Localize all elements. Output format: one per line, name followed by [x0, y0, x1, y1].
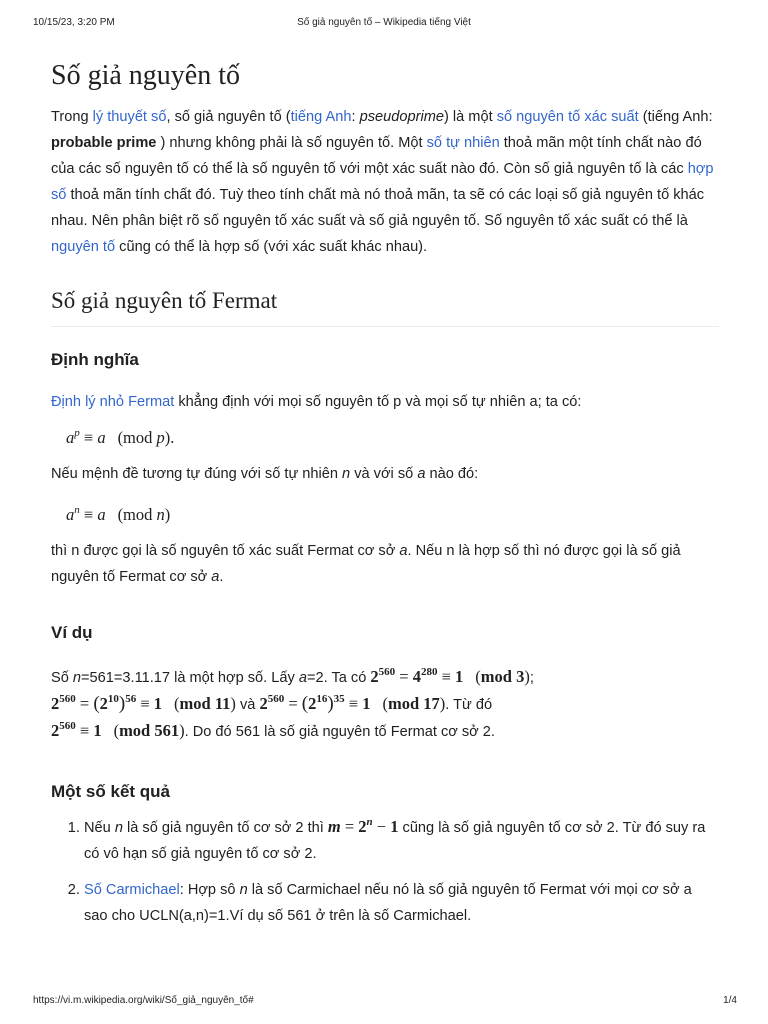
print-url: https://vi.m.wikipedia.org/wiki/Số_giả_nguyên_tố# [33, 995, 254, 1006]
link-prime[interactable]: nguyên tố [51, 239, 116, 255]
subsection-heading-example: Ví dụ [51, 623, 93, 642]
formula-mersenne: $m = 2^n - 1$ [327, 816, 399, 836]
link-probable-prime[interactable]: số nguyên tố xác suất [496, 109, 639, 125]
subsection-heading-definition: Định nghĩa [51, 350, 139, 369]
formula-n-condition: $a^n \equiv a$ (mod n) [66, 504, 171, 524]
link-composite-number[interactable]: hợp số [51, 161, 714, 203]
formula-fermat-little: $a^p \equiv a$ (mod p). [66, 427, 175, 447]
definition-paragraph-1: Định lý nhỏ Fermat khẳng định với mọi số nguyên tố p và mọi số tự nhiên a; ta có: [51, 394, 582, 410]
probable-prime-term: probable prime [51, 135, 157, 151]
link-english[interactable]: tiếng Anh [290, 109, 352, 125]
pseudoprime-term: pseudoprime [359, 109, 444, 125]
link-carmichael-number[interactable]: Số Carmichael [84, 882, 180, 898]
print-datetime: 10/15/23, 3:20 PM [33, 17, 115, 28]
print-page-title: Số giả nguyên tố – Wikipedia tiếng Việt [297, 17, 471, 28]
formula-mod-17: $2^{560} = (2^{16})^{35} \equiv 1$ (mod 17) [259, 693, 446, 714]
link-natural-number[interactable]: số tự nhiên [426, 135, 500, 151]
list-item: 2. Số Carmichael: Hợp sô n là số Carmichael nếu nó là số giả nguyên tố Fermat với mọi cơ sở a sao cho UCLN(a,n)=1.Ví dụ số 561 ở trên là số Carmichael. [84, 877, 719, 929]
article-title: Số giả nguyên tố [51, 60, 240, 91]
link-number-theory[interactable]: lý thuyết số [92, 109, 167, 125]
print-page-number: 1/4 [723, 995, 737, 1006]
print-footer [0, 995, 768, 1009]
article-content [51, 58, 719, 929]
results-list [51, 814, 719, 929]
section-heading-fermat: Số giả nguyên tố Fermat [51, 286, 719, 327]
definition-paragraph-3: thì n được gọi là số nguyên tố xác suất Fermat cơ sở a. Nếu n là hợp số thì nó được gọi là số giả nguyên tố Fermat cơ sở a. [51, 543, 681, 585]
link-fermat-little-theorem[interactable]: Định lý nhỏ Fermat [51, 394, 175, 410]
subsection-heading-results: Một số kết quả [51, 782, 171, 801]
intro-paragraph: Trong lý thuyết số, số giả nguyên tố (tiếng Anh: pseudoprime) là một số nguyên tố xác suất (tiếng Anh: probable prime ) nhưng không phải là số nguyên tố. Một số tự nhiên thoả mãn một tính chất nào đó của các số nguyên tố có thể là số nguyên tố với một xác suất nào đó. Còn số giả nguyên tố là các hợp số thoả mãn tính chất đó. Tuỳ theo tính chất mà nó thoả mãn, ta sẽ có các loại số giả nguyên tố khác nhau. Nên phân biệt rõ số nguyên tố xác suất và số giả nguyên tố. Số nguyên tố xác suất có thể là nguyên tố cũng có thể là hợp số (với xác suất khác nhau). [51, 109, 714, 255]
example-paragraph: Số n=561=3.11.17 là một hợp số. Lấy a=2. Ta có $2^{560} = 4^{280} \equiv 1$ (mod 3); $2^{560} = (2^{10})^{56} \equiv 1$ (mod 11) và $2^{560} = (2^{16})^{35} \equiv 1$ (mod 17). Từ đó $2^{560} \equiv 1$ (mod 561). Do đó 561 là số giả nguyên tố Fermat cơ sở 2. [51, 666, 534, 740]
formula-mod-3: $2^{560} = 4^{280} \equiv 1$ (mod 3) [370, 666, 530, 686]
list-item: 1. Nếu n là số giả nguyên tố cơ sở 2 thì $m = 2^n - 1$ cũng là số giả nguyên tố cơ sở 2. Từ đó suy ra có vô hạn số giả nguyên tố cơ sở 2. [84, 814, 719, 867]
formula-mod-11: $2^{560} = (2^{10})^{56} \equiv 1$ (mod 11) [51, 693, 236, 714]
print-header [0, 17, 768, 31]
formula-mod-561: $2^{560} \equiv 1$ (mod 561) [51, 720, 185, 740]
definition-paragraph-2: Nếu mệnh đề tương tự đúng với số tự nhiên n và với số a nào đó: [51, 466, 479, 482]
